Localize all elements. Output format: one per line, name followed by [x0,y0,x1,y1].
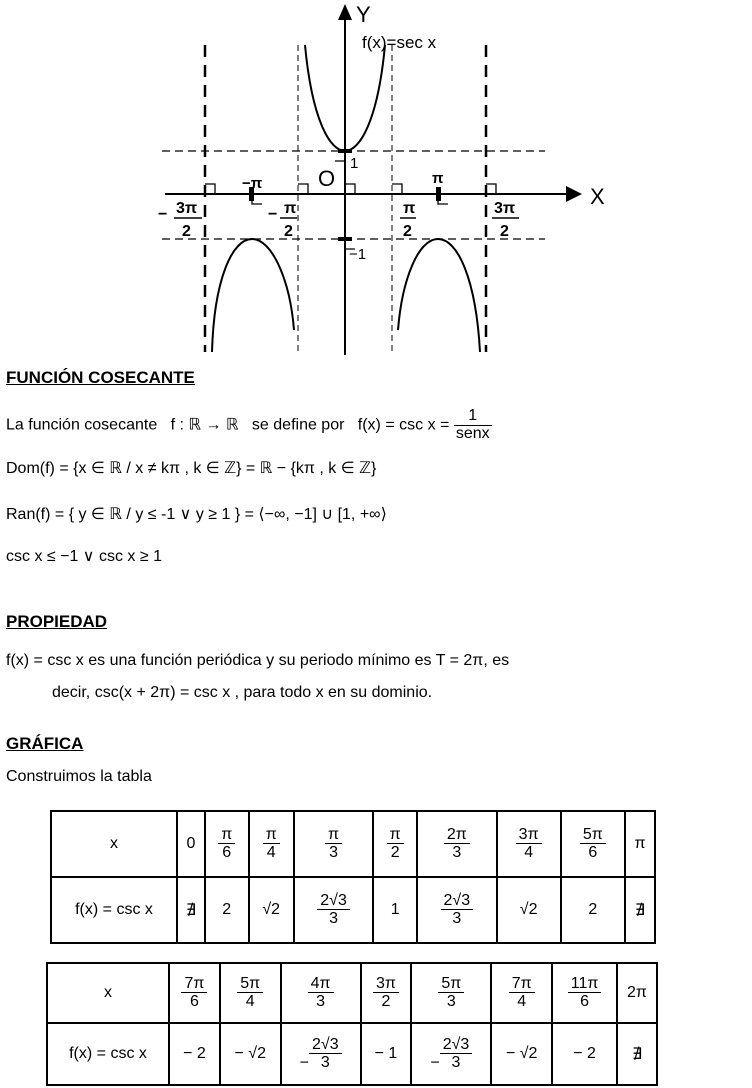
table1-f-6: √2 [497,877,561,943]
table1-f-1: 2 [205,877,249,943]
y-axis-arrow-icon [338,4,352,20]
svg-text:π: π [284,200,297,217]
minus-pi-label: −π [242,175,263,192]
table1-row-x [51,811,655,877]
curve-right [398,239,480,352]
table1-x-0: 0 [177,811,205,877]
table2-f-2: − $\frac{2√3}{3}$ [281,1023,361,1085]
table1-f-4: 1 [373,877,417,943]
table1-f-3: $\frac{2√3}{3}$ [294,877,373,943]
svg-text:2: 2 [284,223,293,240]
section-title-cosecante: FUNCIÓN COSECANTE [6,368,195,387]
svg-text:3π: 3π [494,200,516,217]
y-axis-label: Y [356,2,371,27]
table1-x-2: $\frac{\pi}{4}$ [249,811,294,877]
table1-row-f [51,877,655,943]
table2-f-5: − √2 [491,1023,552,1085]
def-middle: se define por [251,416,345,434]
tick-pi [436,187,441,201]
grafica-intro: Construimos la tabla [6,768,152,785]
property-line-1: f(x) = csc x es una función periódica y su periodo mínimo es T = 2π, es [6,652,510,669]
table2-x-1: $\frac{5\pi}{4}$ [220,963,281,1023]
table2-x-0: $\frac{7\pi}{6}$ [169,963,220,1023]
values-table-2 [46,962,658,1086]
table2-f-4: − $\frac{2√3}{3}$ [411,1023,491,1085]
table1-f-5: $\frac{2√3}{3}$ [417,877,496,943]
inequality-line: csc x ≤ −1 ∨ csc x ≥ 1 [6,548,162,565]
def-formula: f(x) = csc x = [357,416,450,434]
svg-text:−: − [268,206,278,223]
one-label: 1 [350,155,359,172]
function-label: f(x)=sec x [362,33,437,52]
svg-text:2: 2 [500,223,509,240]
table2-f-7: ∄ [617,1023,657,1085]
table2-row-f [47,1023,657,1085]
table1-f-8: ∄ [625,877,655,943]
table1-f-0: ∄ [177,877,205,943]
svg-text:2: 2 [403,223,412,240]
table1-x-5: $\frac{2\pi}{3}$ [417,811,496,877]
table2-f-3: − 1 [361,1023,412,1085]
table1-header-x: x [51,811,177,877]
tick-minus-1 [338,237,352,241]
table2-header-f: f(x) = csc x [47,1023,169,1085]
table2-f-0: − 2 [169,1023,220,1085]
def-map: f : ℝ → ℝ [170,416,239,434]
range-line: Ran(f) = { y ∈ ℝ / y ≤ -1 ∨ y ≥ 1 } = ⟨−∞, −1] ∪ [1, +∞⟩ [6,506,387,523]
curve-left [212,239,294,352]
table2-x-2: $\frac{4\pi}{3}$ [281,963,361,1023]
table2-x-7: 2π [617,963,657,1023]
table2-x-4: $\frac{5\pi}{3}$ [411,963,491,1023]
pi-label: π [432,170,444,187]
table2-f-6: − 2 [552,1023,617,1085]
table2-row-x [47,963,657,1023]
table2-x-6: $\frac{11\pi}{6}$ [552,963,617,1023]
tick-label-minus-pi-2 [268,200,297,240]
def-fraction: $\frac{1}{\text{senx}}$ [455,407,490,442]
svg-text:π: π [403,200,416,217]
secant-graph [0,0,752,360]
table1-f-7: 2 [561,877,625,943]
definition-line [6,408,492,443]
tick-label-3pi-2 [492,200,519,240]
property-line-2: decir, csc(x + 2π) = csc x , para todo x en su dominio. [52,684,433,701]
tick-label-pi-2 [400,200,416,240]
table1-x-1: $\frac{\pi}{6}$ [205,811,249,877]
svg-text:3π: 3π [176,200,198,217]
table1-x-8: π [625,811,655,877]
x-axis-label: X [590,184,605,209]
section-title-propiedad: PROPIEDAD [6,612,108,631]
svg-text:2: 2 [182,223,191,240]
origin-label: O [318,166,336,191]
tick-label-minus-3pi-2 [158,200,202,240]
x-axis-arrow-icon [566,186,582,202]
minus-one-label: −1 [349,246,367,263]
values-table-1 [50,810,656,944]
table2-header-x: x [47,963,169,1023]
table1-x-4: $\frac{\pi}{2}$ [373,811,417,877]
table2-x-3: $\frac{3\pi}{2}$ [361,963,412,1023]
table1-x-7: $\frac{5\pi}{6}$ [561,811,625,877]
def-prefix: La función cosecante [6,416,158,434]
svg-text:−: − [158,206,168,223]
table2-x-5: $\frac{7\pi}{4}$ [491,963,552,1023]
table1-x-6: $\frac{3\pi}{4}$ [497,811,561,877]
table1-x-3: $\frac{\pi}{3}$ [294,811,373,877]
table1-header-f: f(x) = csc x [51,877,177,943]
domain-line: Dom(f) = {x ∈ ℝ / x ≠ kπ , k ∈ ℤ} = ℝ − {kπ , k ∈ ℤ} [6,460,377,477]
tick-1 [338,149,352,153]
table2-f-1: − √2 [220,1023,281,1085]
table1-f-2: √2 [249,877,294,943]
section-title-grafica: GRÁFICA [6,734,84,753]
